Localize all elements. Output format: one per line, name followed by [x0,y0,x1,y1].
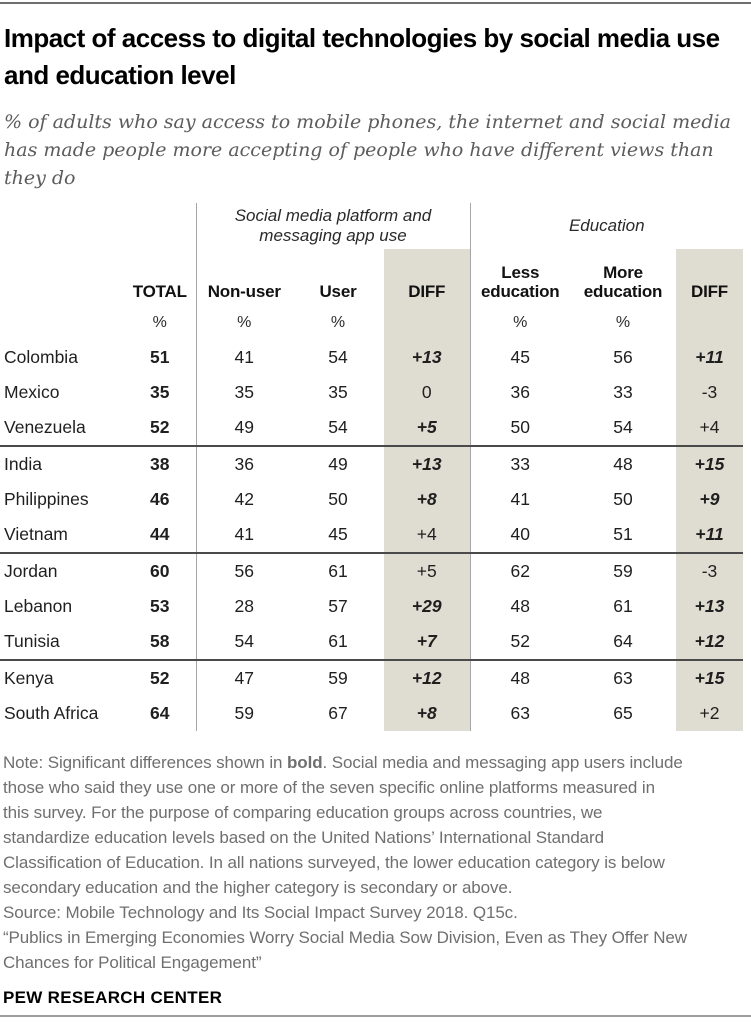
cell-diff-education: +11 [676,517,743,553]
cell-user: 61 [328,631,348,651]
report-title-line: Chances for Political Engagement” [3,953,262,972]
note-text: . Social media and messaging app users include [322,753,683,772]
table-row-venezuela [0,410,743,446]
cell-diff-social: +8 [384,482,470,517]
cell-less-education: 41 [470,482,570,517]
cell-total: 60 [124,553,196,589]
cell-less-education: 62 [470,553,570,589]
diff-shade-cell [384,306,470,340]
note-line: this survey. For the purpose of comparing education groups across countries, we [3,803,603,822]
cell-less-education: 48 [470,660,570,696]
cell-nonuser: 36 [196,446,292,482]
country-label: Venezuela [4,417,86,437]
col-header-less-education: Less education [470,249,570,306]
diff-shade-cell [676,306,743,340]
cell-nonuser: 49 [196,410,292,446]
cell-diff-education: +15 [676,660,743,696]
top-border-rule [0,2,751,4]
cell-nonuser: 28 [196,589,292,624]
cell-more-education: 51 [613,524,633,544]
cell-diff-social: 0 [384,375,470,410]
note-line [3,750,751,775]
cell-diff-social: +5 [384,410,470,446]
note-bold-word: bold [287,753,323,772]
group-header-social-media-label: Social media platform and messaging app use [234,206,432,245]
percent-more-education: % [615,314,631,331]
cell-nonuser: 42 [196,482,292,517]
col-header-total: TOTAL [132,282,187,301]
cell-total: 35 [150,382,170,402]
cell-diff-education: +4 [676,410,743,446]
cell-total: 52 [150,417,170,437]
data-table [0,203,743,731]
note-text: Note: Significant differences shown in [3,753,288,772]
cell-more-education: 50 [613,489,633,509]
column-header-spacer [0,249,124,306]
cell-nonuser: 59 [196,696,292,731]
cell-more-education: 33 [613,382,633,402]
country-label: Vietnam [4,524,68,544]
cell-user: 54 [328,417,348,437]
cell-total: 52 [124,660,196,696]
group-header-education [470,203,743,249]
cell-diff-social: +8 [384,696,470,731]
percent-less-education: % [470,306,570,340]
group-header-row [0,203,743,249]
percent-user: % [330,314,346,331]
footnote-block [3,750,751,975]
cell-diff-education: +9 [676,482,743,517]
source-line: Source: Mobile Technology and Its Social Impact Survey 2018. Q15c. [3,903,518,922]
cell-diff-social: +4 [384,517,470,553]
cell-more-education: 56 [613,347,633,367]
cell-less-education: 45 [470,340,570,375]
country-label: Tunisia [4,631,60,651]
col-header-more-education: More education [583,263,663,301]
cell-diff-social: +13 [384,446,470,482]
subtitle-line: has made people more accepting of people who have different views than [4,139,714,161]
cell-diff-social: +29 [384,589,470,624]
cell-diff-social: +5 [384,553,470,589]
note-line: standardize education levels based on the United Nations’ International Standard [3,828,604,847]
cell-more-education: 65 [613,703,633,723]
table-row-philippines [0,482,743,517]
table-row-tunisia [0,624,743,660]
cell-diff-education: +11 [676,340,743,375]
country-label: Jordan [0,553,124,589]
country-label: Philippines [4,489,89,509]
cell-nonuser: 56 [196,553,292,589]
table-row-colombia [0,340,743,375]
cell-nonuser: 54 [196,624,292,660]
cell-nonuser: 41 [196,517,292,553]
cell-total: 58 [150,631,170,651]
country-label: Mexico [4,382,60,402]
percent-nonuser: % [196,306,292,340]
percent-spacer [0,306,124,340]
cell-less-education: 52 [470,624,570,660]
cell-more-education: 59 [570,553,676,589]
group-header-social-media [196,203,470,249]
col-header-diff-social: DIFF [384,249,470,306]
col-header-diff-education: DIFF [676,249,743,306]
cell-total: 51 [150,347,170,367]
note-line: secondary education and the higher category is secondary or above. [3,878,513,897]
table-row-jordan [0,553,743,589]
cell-user: 45 [328,524,348,544]
cell-more-education: 61 [613,596,633,616]
cell-user: 59 [292,660,384,696]
cell-total: 38 [124,446,196,482]
cell-less-education: 40 [470,517,570,553]
cell-more-education: 63 [570,660,676,696]
group-header-education-label: Education [568,216,645,235]
percent-total: % [152,314,167,331]
table-row-lebanon [0,589,743,624]
cell-user: 35 [328,382,348,402]
cell-user: 67 [328,703,348,723]
cell-total: 44 [150,524,170,544]
table-row-vietnam [0,517,743,553]
cell-user: 57 [328,596,348,616]
bottom-border-rule [0,1015,751,1017]
page-title: Impact of access to digital technologies by social media use and education level [4,23,720,90]
report-title-line: “Publics in Emerging Economies Worry Social Media Sow Division, Even as They Offer New [3,928,687,947]
percent-row [0,306,743,340]
cell-total: 46 [150,489,170,509]
table-row-kenya [0,660,743,696]
cell-diff-social: +13 [384,340,470,375]
cell-less-education: 50 [470,410,570,446]
table-row-india [0,446,743,482]
cell-diff-social: +7 [384,624,470,660]
cell-less-education: 36 [470,375,570,410]
note-line: those who said they use one or more of the seven specific online platforms measured in [3,778,655,797]
country-label: Colombia [4,347,78,367]
cell-user: 49 [292,446,384,482]
cell-more-education: 48 [570,446,676,482]
table-row-mexico [0,375,743,410]
cell-user: 54 [328,347,348,367]
cell-nonuser: 35 [196,375,292,410]
country-label: South Africa [4,703,99,723]
cell-less-education: 33 [470,446,570,482]
subtitle-line: they do [4,167,76,189]
column-header-row [0,249,743,306]
pew-research-center-logo-text: PEW RESEARCH CENTER [3,988,223,1007]
cell-total: 64 [150,703,170,723]
subtitle-line: % of adults who say access to mobile phones, the internet and social media [4,111,731,133]
cell-diff-social: +12 [384,660,470,696]
cell-nonuser: 47 [196,660,292,696]
note-line: Classification of Education. In all nations surveyed, the lower education category is below [3,853,665,872]
country-label: India [0,446,124,482]
cell-total: 53 [150,596,170,616]
cell-less-education: 48 [470,589,570,624]
cell-diff-education: +15 [676,446,743,482]
country-label: Lebanon [4,596,73,616]
chart-subtitle [4,108,751,192]
cell-user: 61 [292,553,384,589]
cell-nonuser: 41 [196,340,292,375]
cell-diff-education: +13 [676,589,743,624]
cell-more-education: 54 [613,417,633,437]
cell-diff-education: +2 [676,696,743,731]
cell-user: 50 [328,489,348,509]
country-label: Kenya [0,660,124,696]
table-row-south-africa [0,696,743,731]
cell-less-education: 63 [470,696,570,731]
cell-diff-education: +12 [676,624,743,660]
col-header-nonuser: Non-user [196,249,292,306]
cell-diff-education: -3 [676,553,743,589]
col-header-user: User [319,282,357,301]
group-header-spacer [0,203,196,249]
cell-diff-education: -3 [676,375,743,410]
cell-more-education: 64 [613,631,633,651]
